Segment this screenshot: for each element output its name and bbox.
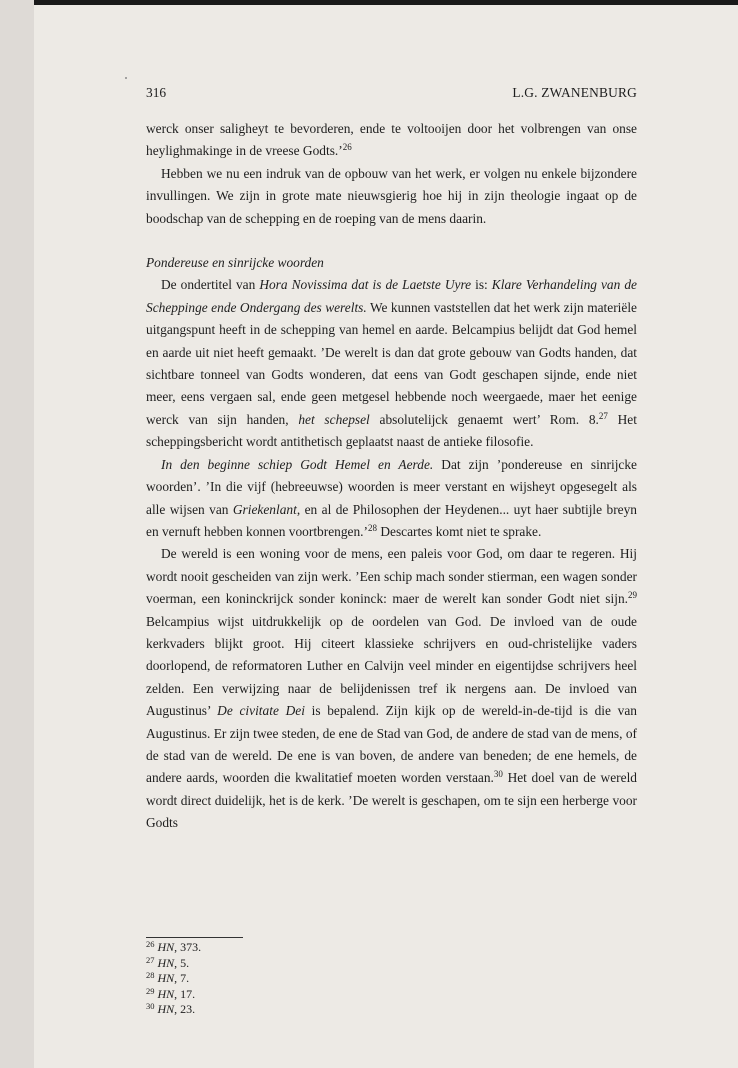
footnote-27 [146,956,201,972]
paragraph-5-text-b: Belcampius wijst uitdrukkelijk op de oordelen van God. De invloed van de oude kerkvaders blijkt groot. Hij citeert klassieke schrijvers en oud-christelijke vaders doorlopend, de reformatoren Luther en Calvijn veel minder en eigentijdse schrijvers heel zelden. Een verwijzing naar de belijdenissen tref ik nergens aan. De invloed van Augustinus’ [146,613,637,719]
footnote-28 [146,971,201,987]
book-title-hora-novissima: Hora Novissima dat is de Laetste Uyre [259,277,472,293]
body-text [146,118,637,835]
footnote-source: HN [157,971,175,985]
book-subtitle: Klare Verhandeling van de Scheppinge ende Ondergang des werelts. [146,277,637,315]
page-number: 316 [146,85,167,100]
paragraph-3-text-c: We kunnen vaststellen dat het werk zijn materiële uitgangspunt heeft in de schepping van hemel en aarde. Belcampius belijdt dat God hemel en aarde uit niet heeft gemaakt. ’De werelt is dan dat grote gebouw van Godts handen, dat sichtbare tonneel van Godts wonderen, dat eens van Godt geschapen sijnde, ende niet meer, eens vergaen sal, ende geen metgesel hebbende noch weergaede, maer het eenige werck van sijn handen, [146,299,637,427]
footnote-page: , 5. [174,955,190,970]
footnote-number: 30 [146,1001,155,1011]
footnote-number: 26 [146,939,155,949]
paragraph-1 [146,118,637,163]
footnote-ref-30: 30 [493,769,503,780]
footnote-source: HN [157,986,175,1001]
paragraph-4-text-b: , en al de Philosophen der Heydenen... uyt haer subtijle breyn en vernuft hebben konnen voortbrengen.’ [146,501,637,539]
scan-left-margin [0,0,34,1068]
paragraph-2: Hebben we nu een indruk van de opbouw van het werk, er volgen nu enkele bijzondere invullingen. We zijn in grote mate nieuwsgierig hoe hij in zijn theologie ingaat op de boodschap van de schepping en de roeping van de mens daarin. [146,165,637,226]
book-page [34,5,738,1068]
paragraph-5-text-a: De wereld is een woning voor de mens, een paleis voor God, om daar te regeren. Hij wordt nooit gescheiden van zijn werk. ’Een schip mach sonder stierman, een wagen sonder voerman, een koninckrijck sonder koninck: maer de werelt kan sonder Godt niet sijn. [146,546,637,607]
footnote-divider [146,937,243,938]
paragraph-4-text-a: Dat zijn ’pondereuse en sinrijcke woorden’. ’In die vijf (hebreeuwse) woorden is meer verstant en wijsheyt opgesegelt als alle wijsen van [146,456,637,517]
footnote-page: , 23. [174,1002,196,1016]
running-head [146,85,637,105]
italic-het-schepsel: het schepsel [298,411,370,427]
footnote-30 [146,1002,201,1018]
footnote-source: HN [157,955,175,970]
paragraph-1-text: werck onser saligheyt te bevorderen, ende te voltooijen door het volbrengen van onse heylighmakinge in de vreese Godts.’ [146,121,637,159]
paragraph-3-text-b: is: [471,277,492,293]
footnote-source: HN [157,1002,175,1016]
footnote-ref-27: 27 [598,410,608,421]
footnote-26 [146,940,201,956]
paragraph-5-text-d: Het doel van de wereld wordt direct duidelijk, het is de kerk. ’De werelt is geschapen, om te sijn een herberge voor Godts [146,770,637,831]
paragraph-5-text-c: is bepalend. Zijn kijk op de wereld-in-de-tijd is die van Augustinus. Er zijn twee steden, de ene de Stad van God, de andere de stad van de mens, of de stad van de wereld. De ene is van boven, de andere van beneden; de ene hemels, de andere aards, woorden die kwalitatief moeten worden verstaan. [146,703,637,786]
paragraph-5 [146,543,637,834]
footnote-number: 29 [146,985,155,996]
paragraph-3 [146,274,637,453]
footnote-ref-29: 29 [628,590,637,601]
footnote-page: , 17. [174,986,196,1001]
footnote-number: 27 [146,954,155,965]
paragraph-3-text-a: De ondertitel van [161,277,260,293]
footnote-source: HN [157,940,175,954]
paragraph-3-text-e: Het scheppingsbericht wordt antithetisch geplaatst naast de antieke filosofie. [146,411,637,450]
footnote-page: , 7. [174,971,190,985]
section-heading: Pondereuse en sinrijcke woorden [146,255,324,271]
paragraph-4-text-c: Descartes komt niet te sprake. [377,523,542,539]
footnote-ref-28: 28 [368,522,377,533]
footnote-number: 28 [146,970,155,980]
italic-de-civitate-dei: De civitate Dei [217,703,305,719]
footnote-ref-26: 26 [342,142,352,153]
footnote-page: , 373. [174,940,202,954]
italic-griekenlant: Griekenlant [232,501,297,517]
running-head-author: L.G. ZWANENBURG [512,85,637,100]
scan-speck [125,77,127,79]
paragraph-4 [146,454,637,544]
footnote-29 [146,987,201,1003]
genesis-quote: In den beginne schiep Godt Hemel en Aerde. [161,456,434,472]
paragraph-3-text-d: absolutelijck genaemt wert’ Rom. 8. [369,411,599,427]
footnotes [146,940,201,1018]
